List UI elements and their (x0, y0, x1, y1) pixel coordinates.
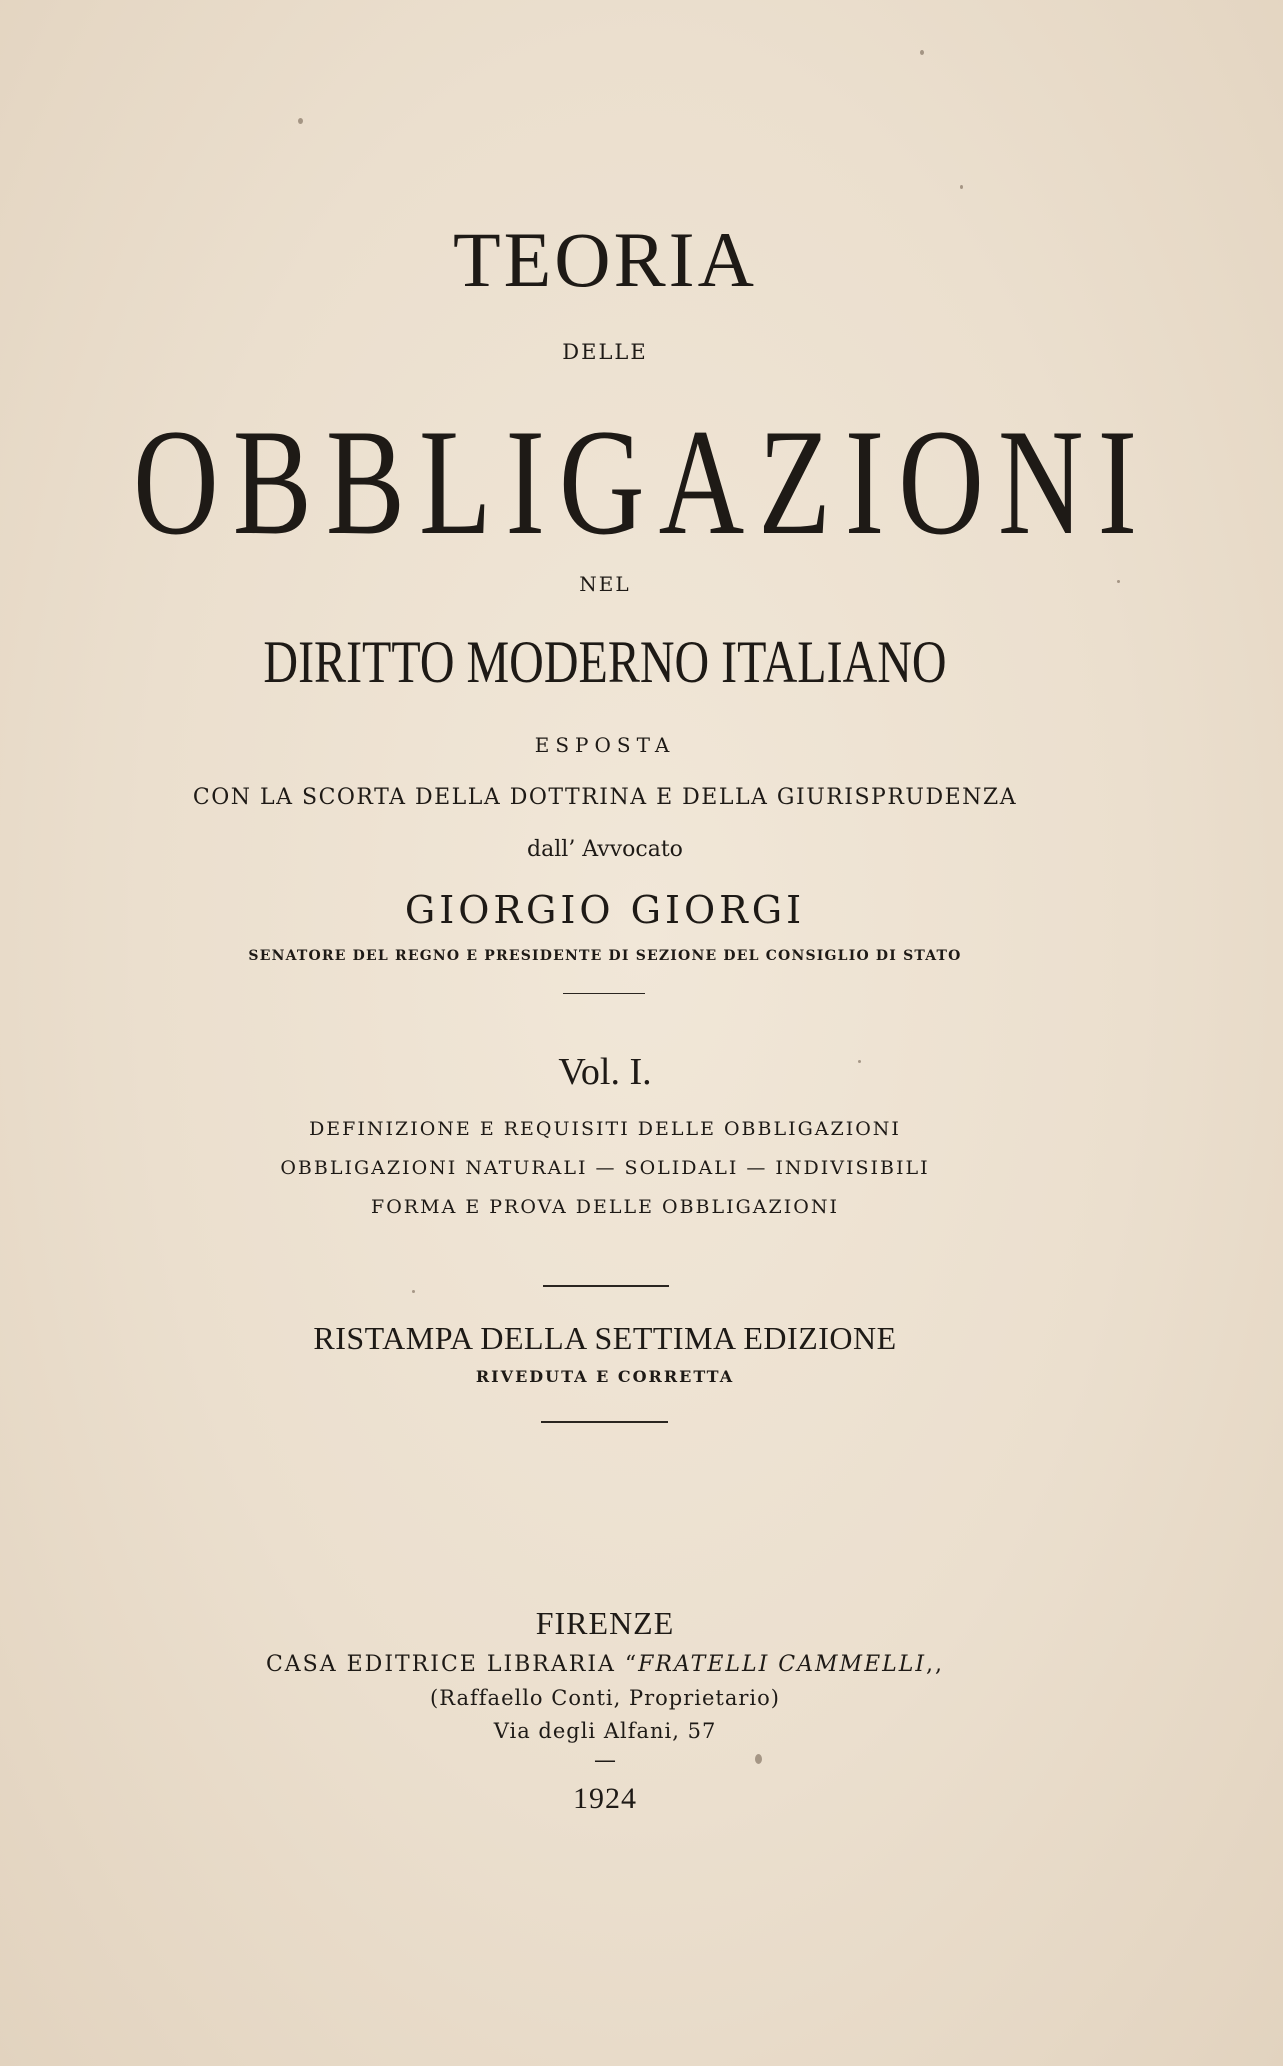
title-nel: NEL (579, 572, 631, 596)
imprint-proprietor: (Raffaello Conti, Proprietario) (430, 1686, 780, 1710)
imprint-year: 1924 (573, 1782, 637, 1815)
publisher-prefix: CASA EDITRICE LIBRARIA “ (265, 1652, 639, 1677)
esposta-label: ESPOSTA (534, 733, 676, 757)
author-name: GIORGIO GIORGI (404, 888, 806, 932)
contents-line: OBBLIGAZIONI NATURALI — SOLIDALI — INDIVISIBILI (280, 1157, 930, 1179)
paper-speck (412, 1290, 415, 1293)
avvocato-line: dall’ Avvocato (527, 837, 683, 862)
author-role: SENATORE DEL REGNO E PRESIDENTE DI SEZIONE DEL CONSIGLIO DI STATO (248, 948, 962, 964)
paper-speck (298, 118, 303, 124)
imprint-dash: — (594, 1748, 616, 1773)
paper-speck (755, 1754, 762, 1764)
publisher-name: FRATELLI CAMMELLI (638, 1652, 927, 1677)
edition-note: RIVEDUTA E CORRETTA (475, 1367, 735, 1386)
edition-line: RISTAMPA DELLA SETTIMA EDIZIONE (313, 1320, 897, 1356)
divider-rule (541, 1421, 668, 1423)
contents-line: DEFINIZIONE E REQUISITI DELLE OBBLIGAZIONI (309, 1118, 901, 1140)
divider-rule (543, 1285, 669, 1287)
imprint-address: Via degli Alfani, 57 (493, 1719, 717, 1743)
volume-label: Vol. I. (558, 1051, 652, 1093)
title-delle: DELLE (562, 340, 648, 364)
imprint-city: FIRENZE (535, 1605, 675, 1641)
publisher-suffix: ,, (926, 1652, 945, 1677)
title-obbligazioni: OBBLIGAZIONI (133, 398, 1152, 566)
scorta-line: CON LA SCORTA DELLA DOTTRINA E DELLA GIURISPRUDENZA (192, 785, 1018, 810)
imprint-publisher (0, 1652, 1210, 1677)
paper-speck (960, 185, 963, 189)
paper-speck (1117, 580, 1120, 583)
divider-rule (563, 993, 645, 994)
title-teoria: TEORIA (453, 216, 757, 303)
paper-speck (858, 1060, 861, 1063)
contents-line: FORMA E PROVA DELLE OBBLIGAZIONI (371, 1196, 839, 1218)
paper-speck (920, 50, 924, 55)
title-diritto: DIRITTO MODERNO ITALIANO (263, 629, 947, 695)
